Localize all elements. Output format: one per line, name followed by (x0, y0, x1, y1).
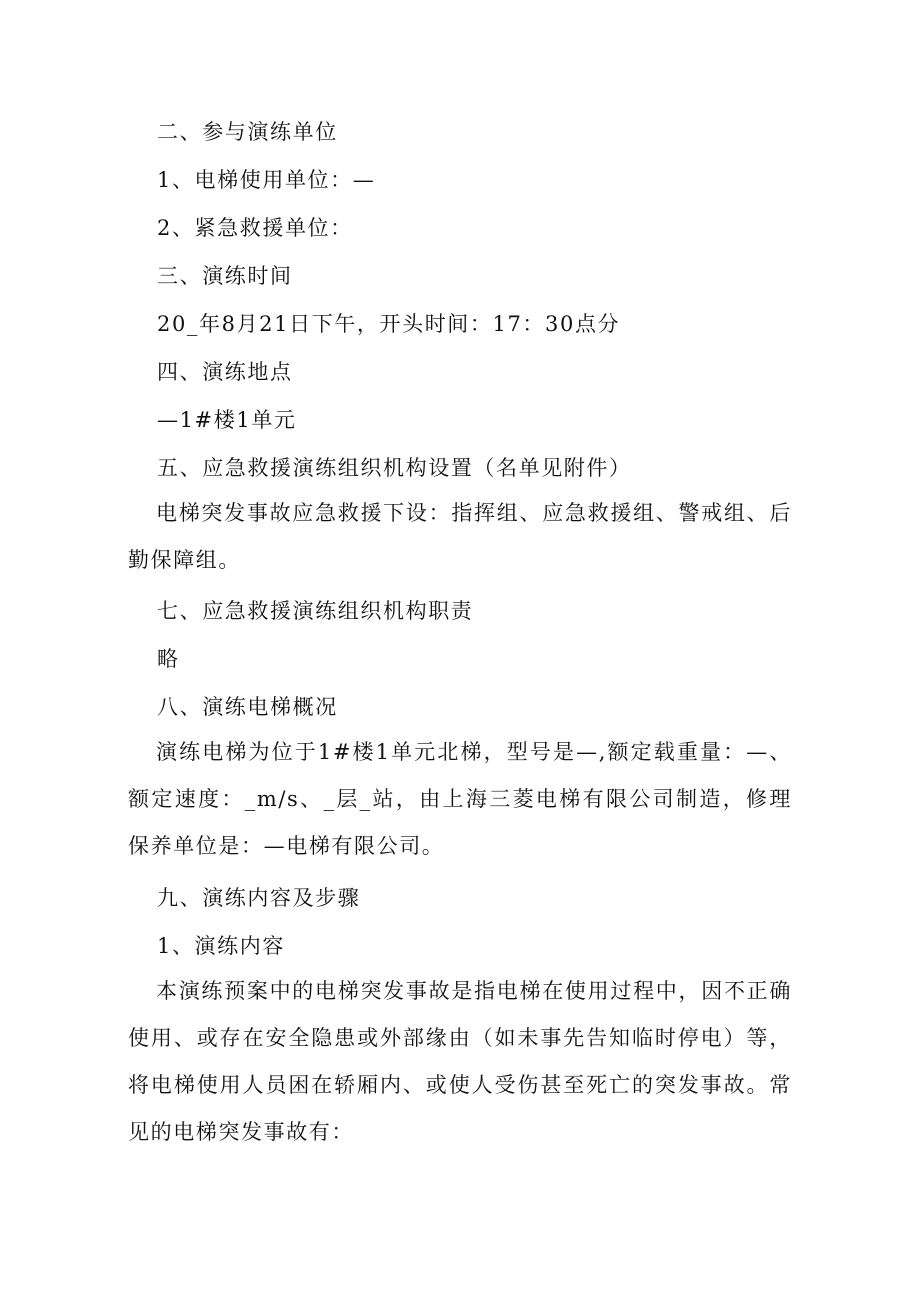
item-elevator-user-unit: 1、电梯使用单位：— (157, 168, 376, 192)
heading-drill-content-steps: 九、演练内容及步骤 (157, 886, 361, 910)
duties-omitted-text: 略 (157, 647, 180, 671)
paragraph-elevator-overview: 演练电梯为位于1#楼1单元北梯，型号是—,额定载重量：—、额定速度：_m/s、_层_站，由上海三菱电梯有限公司制造，修理保养单位是：—电梯有限公司。 (128, 740, 792, 858)
subheading-drill-content: 1、演练内容 (157, 934, 285, 958)
heading-drill-location: 四、演练地点 (157, 360, 293, 384)
heading-elevator-overview: 八、演练电梯概况 (157, 695, 338, 719)
heading-participating-units: 二、参与演练单位 (157, 120, 338, 144)
item-emergency-rescue-unit: 2、紧急救援单位： (157, 216, 353, 240)
heading-drill-time: 三、演练时间 (157, 264, 293, 288)
paragraph-drill-content: 本演练预案中的电梯突发事故是指电梯在使用过程中，因不正确使用、或存在安全隐患或外部缘由（如未事先告知临时停电）等，将电梯使用人员困在轿厢内、或使人受伤甚至死亡的突发事故。常见的电梯突发事故有： (128, 979, 792, 1144)
drill-time-text: 20_年8月21日下午，开头时间：17：30点分 (157, 312, 621, 336)
paragraph-organization-groups: 电梯突发事故应急救援下设：指挥组、应急救援组、警戒组、后勤保障组。 (128, 501, 792, 572)
heading-organization-setup: 五、应急救援演练组织机构设置（名单见附件） (157, 456, 632, 480)
heading-organization-duties: 七、应急救援演练组织机构职责 (157, 599, 474, 623)
drill-location-text: —1#楼1单元 (157, 408, 297, 432)
